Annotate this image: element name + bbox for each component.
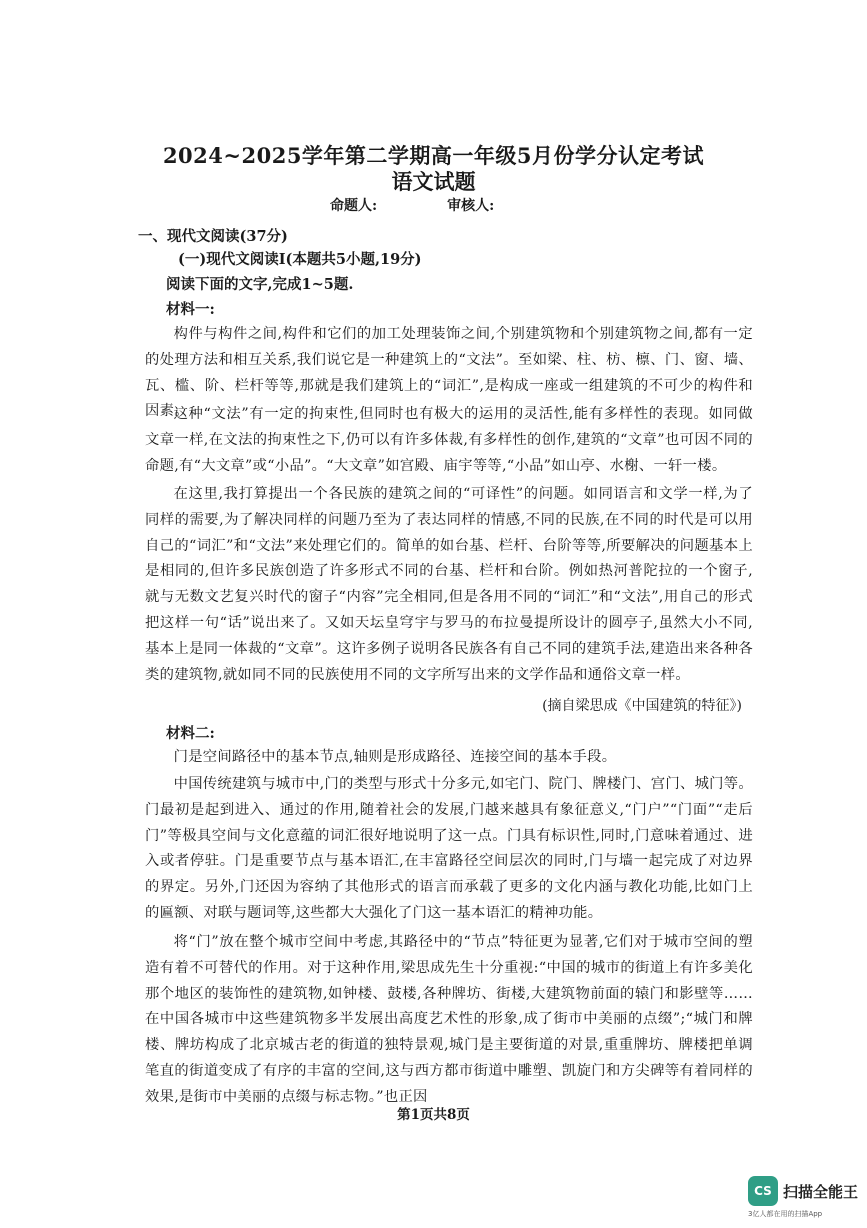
material-one-source: (摘自梁思成《中国建筑的特征》)	[542, 698, 742, 714]
setter-label: 命题人:	[330, 198, 378, 214]
scanner-watermark	[748, 1176, 863, 1224]
author-line	[330, 195, 494, 215]
exam-subtitle: 语文试题	[391, 169, 476, 194]
exam-title: 2024~2025学年第二学期高一年级5月份学分认定考试	[162, 143, 705, 168]
watermark-name: 扫描全能王	[783, 1183, 859, 1201]
material-one-paragraph-3: 在这里,我打算提出一个各民族的建筑之间的“可译性”的问题。如同语言和文学一样,为了同样的需要,为了解决同样的问题乃至为了表达同样的情感,不同的民族,在不同的时代是可以用自己的“词汇”和“文法”来处理它们的。简单的如台基、栏杆、台阶等等,所要解决的问题基本上是相同的,但许多民族创造了许多形式不同的台基、栏杆和台阶。例如热河普陀拉的一个窗子,就与无数文艺复兴时代的窗子“内容”完全相同,但是各用不同的“词汇”和“文法”,用自己的形式把这样一句“话”说出来了。又如天坛皇穹宇与罗马的布拉曼提所设计的圆亭子,虽然大小不同,基本上是同一体裁的“文章”。这许多例子说明各民族各有自己不同的建筑手法,建造出来各种各类的建筑物,就如同不同的民族使用不同的文字所写出来的文学作品和通俗文章一样。	[145, 486, 753, 683]
material-two-paragraph-2: 中国传统建筑与城市中,门的类型与形式十分多元,如宅门、院门、牌楼门、宫门、城门等。门最初是起到进入、通过的作用,随着社会的发展,门越来越具有象征意义,“门户”“门面”“走后门”等极具空间与文化意蕴的词汇很好地说明了这一点。门具有标识性,同时,门意味着通过、进入或者停驻。门是重要节点与基本语汇,在丰富路径空间层次的同时,门与墙一起完成了对边界的界定。另外,门还因为容纳了其他形式的语言而承载了更多的文化内涵与教化功能,比如门上的匾额、对联与题词等,这些都大大强化了门这一基本语汇的精神功能。	[145, 776, 753, 921]
material-two-label: 材料二:	[166, 725, 215, 742]
reviewer-label: 审核人:	[447, 198, 495, 214]
camscanner-logo-icon: CS	[748, 1176, 778, 1206]
reading-instruction: 阅读下面的文字,完成1~5题.	[166, 276, 354, 293]
watermark-tagline: 3亿人都在用的扫描App	[748, 1210, 823, 1218]
material-one-label: 材料一:	[166, 301, 215, 318]
subsection-heading: (一)现代文阅读Ⅰ(本题共5小题,19分)	[178, 251, 422, 268]
material-two-paragraph-1: 门是空间路径中的基本节点,轴则是形成路径、连接空间的基本手段。	[173, 749, 617, 765]
material-one-paragraph-2: 这种“文法”有一定的拘束性,但同时也有极大的运用的灵活性,能有多样性的表现。如同做文章一样,在文法的拘束性之下,仍可以有许多体裁,有多样性的创作,建筑的“文章”也可因不同的命题,有“大文章”或“小品”。“大文章”如宫殿、庙宇等等,“小品”如山亭、水榭、一轩一楼。	[145, 406, 753, 474]
section-heading: 一、现代文阅读(37分)	[138, 228, 288, 245]
material-two-paragraph-3: 将“门”放在整个城市空间中考虑,其路径中的“节点”特征更为显著,它们对于城市空间的塑造有着不可替代的作用。对于这种作用,梁思成先生十分重视:“中国的城市的街道上有许多美化那个地区的装饰性的建筑物,如钟楼、鼓楼,各种牌坊、街楼,大建筑物前面的辕门和影壁等……在中国各城市中这些建筑物多半发展出高度艺术性的形象,成了街市中美丽的点缀”;“城门和牌楼、牌坊构成了北京城古老的街道的独特景观,城门是主要街道的对景,重重牌坊、牌楼把单调笔直的街道变成了有序的丰富的空间,这与西方都市街道中雕塑、凯旋门和方尖碑等有着同样的效果,是街市中美丽的点缀与标志物。”也正因	[145, 934, 753, 1105]
material-one-paragraph-1: 构件与构件之间,构件和它们的加工处理装饰之间,个别建筑物和个别建筑物之间,都有一定的处理方法和相互关系,我们说它是一种建筑上的“文法”。至如梁、柱、枋、檩、门、窗、墙、瓦、槛、阶、栏杆等等,那就是我们建筑上的“词汇”,是构成一座或一组建筑的不可少的构件和因素。	[145, 326, 753, 420]
page-number: 第1页共8页	[397, 1107, 470, 1123]
